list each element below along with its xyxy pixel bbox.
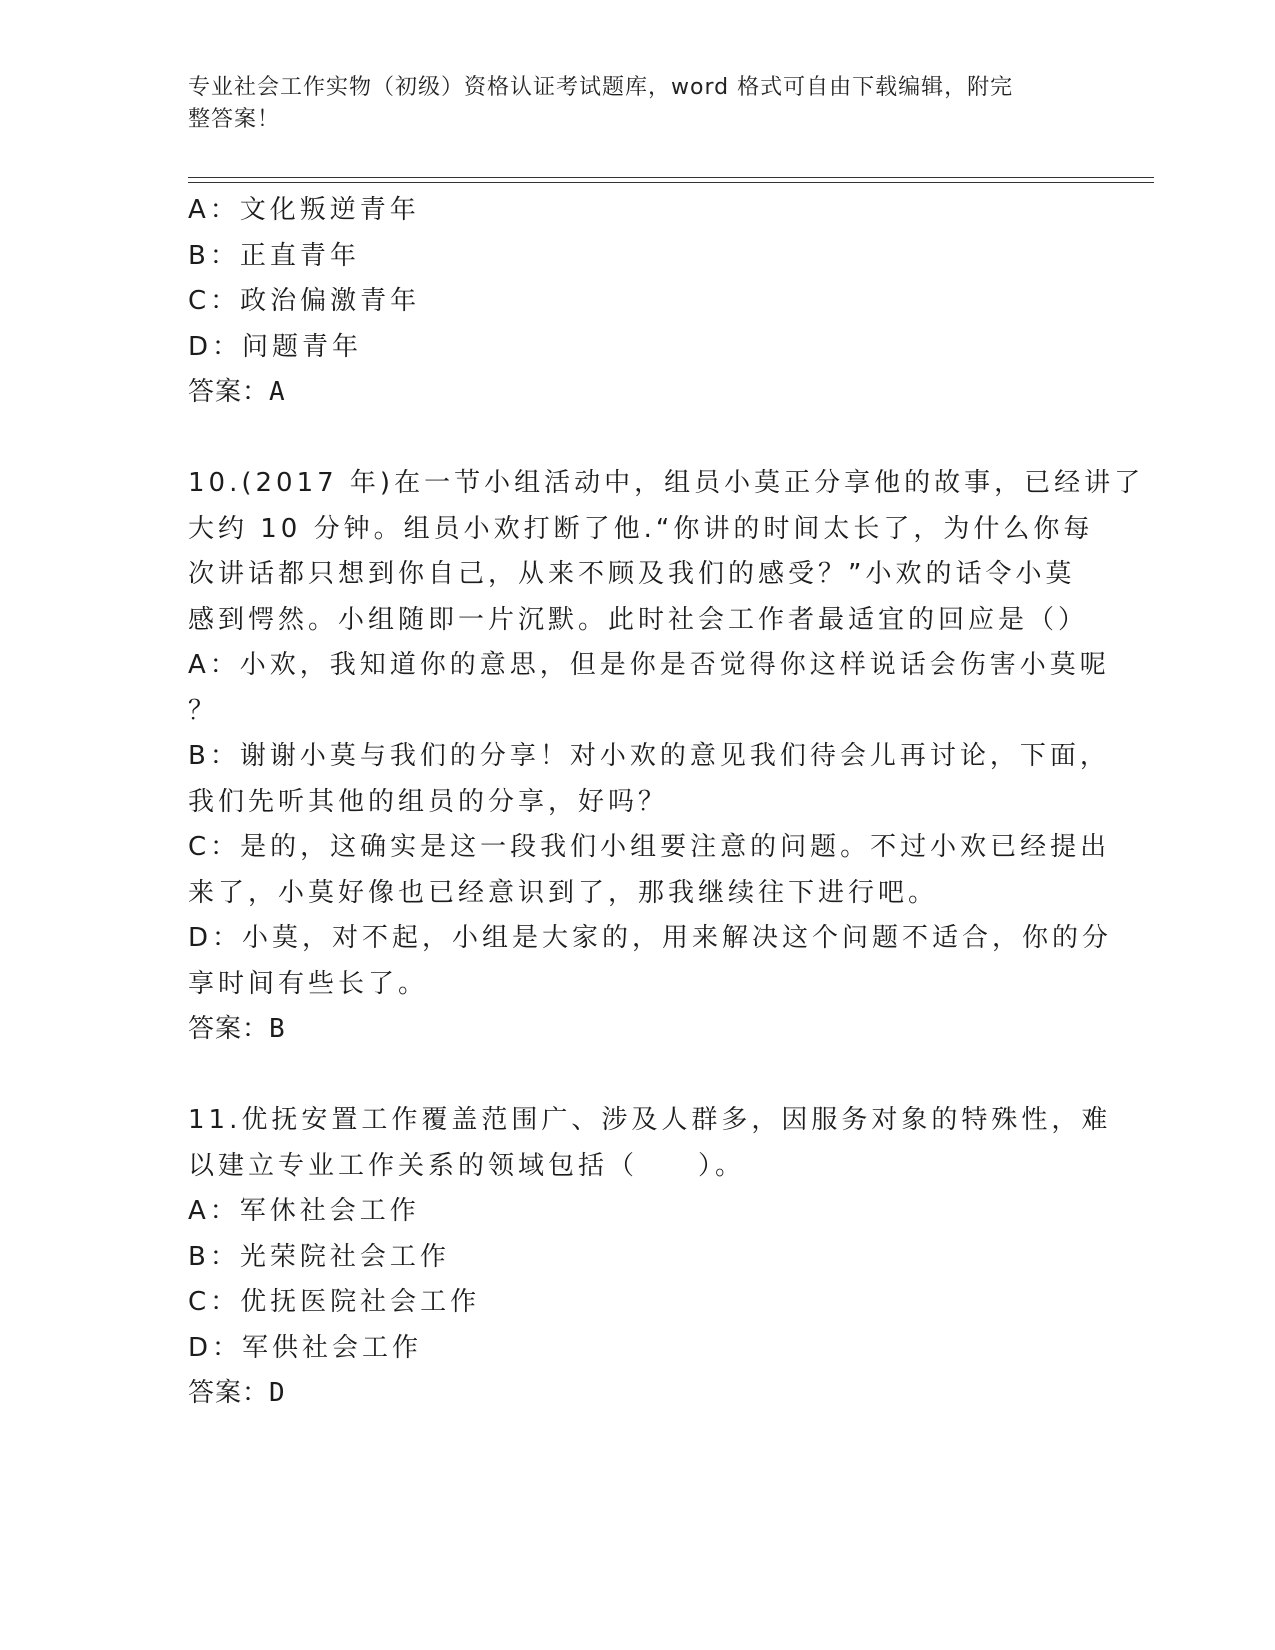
q10-option-a-line: ？ bbox=[188, 695, 219, 726]
q10-answer: 答案：B bbox=[188, 1014, 286, 1044]
q11-option-a: A：军休社会工作 bbox=[188, 1196, 420, 1226]
q10-option-c-line: 来了，小莫好像也已经意识到了，那我继续往下进行吧。 bbox=[188, 877, 939, 908]
q11-option-b: B：光荣院社会工作 bbox=[188, 1241, 450, 1272]
question-content bbox=[188, 188, 1145, 1417]
q10-option-a-line: A：小欢，我知道你的意思，但是你是否觉得你这样说话会伤害小莫呢 bbox=[188, 650, 1110, 680]
page-header bbox=[188, 72, 1078, 136]
header-line-2: 整答案！ bbox=[188, 107, 281, 132]
q10-option-b-line: 我们先听其他的组员的分享，好吗？ bbox=[188, 786, 669, 817]
q10-stem-line: 10.(2017 年)在一节小组活动中，组员小莫正分享他的故事，已经讲了 bbox=[188, 468, 1145, 498]
q10-stem-line: 次讲话都只想到你自己，从来不顾及我们的感受？”小欢的话令小莫 bbox=[188, 559, 1076, 589]
q10-stem-line: 感到愕然。小组随即一片沉默。此时社会工作者最适宜的回应是（） bbox=[188, 604, 1089, 635]
q9-option-a: A：文化叛逆青年 bbox=[188, 195, 420, 225]
q10-option-b-line: B：谢谢小莫与我们的分享！对小欢的意见我们待会儿再讨论，下面， bbox=[188, 741, 1110, 771]
question-9 bbox=[188, 188, 1088, 416]
header-divider-bottom bbox=[188, 182, 1154, 183]
q10-stem-line: 大约 10 分钟。组员小欢打断了他.“你讲的时间太长了，为什么你每 bbox=[188, 513, 1094, 544]
q11-option-c: C：优抚医院社会工作 bbox=[188, 1287, 481, 1317]
q9-option-d: D：问题青年 bbox=[188, 331, 363, 362]
q10-option-c-line: C：是的，这确实是这一段我们小组要注意的问题。不过小欢已经提出 bbox=[188, 832, 1111, 862]
q9-option-b: B：正直青年 bbox=[188, 240, 360, 271]
question-11 bbox=[188, 1098, 1112, 1417]
q9-option-c: C：政治偏激青年 bbox=[188, 286, 421, 316]
header-line-1: 专业社会工作实物（初级）资格认证考试题库，word 格式可自由下载编辑，附完 bbox=[188, 75, 1014, 100]
q11-stem-line: 11.优抚安置工作覆盖范围广、涉及人群多，因服务对象的特殊性，难 bbox=[188, 1105, 1112, 1135]
q11-stem-line: 以建立专业工作关系的领域包括（ ）。 bbox=[188, 1150, 746, 1181]
spacer bbox=[188, 416, 1088, 462]
q11-answer: 答案：D bbox=[188, 1378, 286, 1408]
q10-option-d-line: D：小莫，对不起，小组是大家的，用来解决这个问题不适合，你的分 bbox=[188, 923, 1113, 953]
spacer bbox=[188, 1053, 1088, 1099]
q10-option-d-line: 享时间有些长了。 bbox=[188, 968, 429, 999]
q9-answer: 答案：A bbox=[188, 377, 286, 407]
q11-option-d: D：军供社会工作 bbox=[188, 1332, 423, 1363]
question-10 bbox=[188, 461, 1145, 1053]
header-divider-top bbox=[188, 177, 1154, 178]
